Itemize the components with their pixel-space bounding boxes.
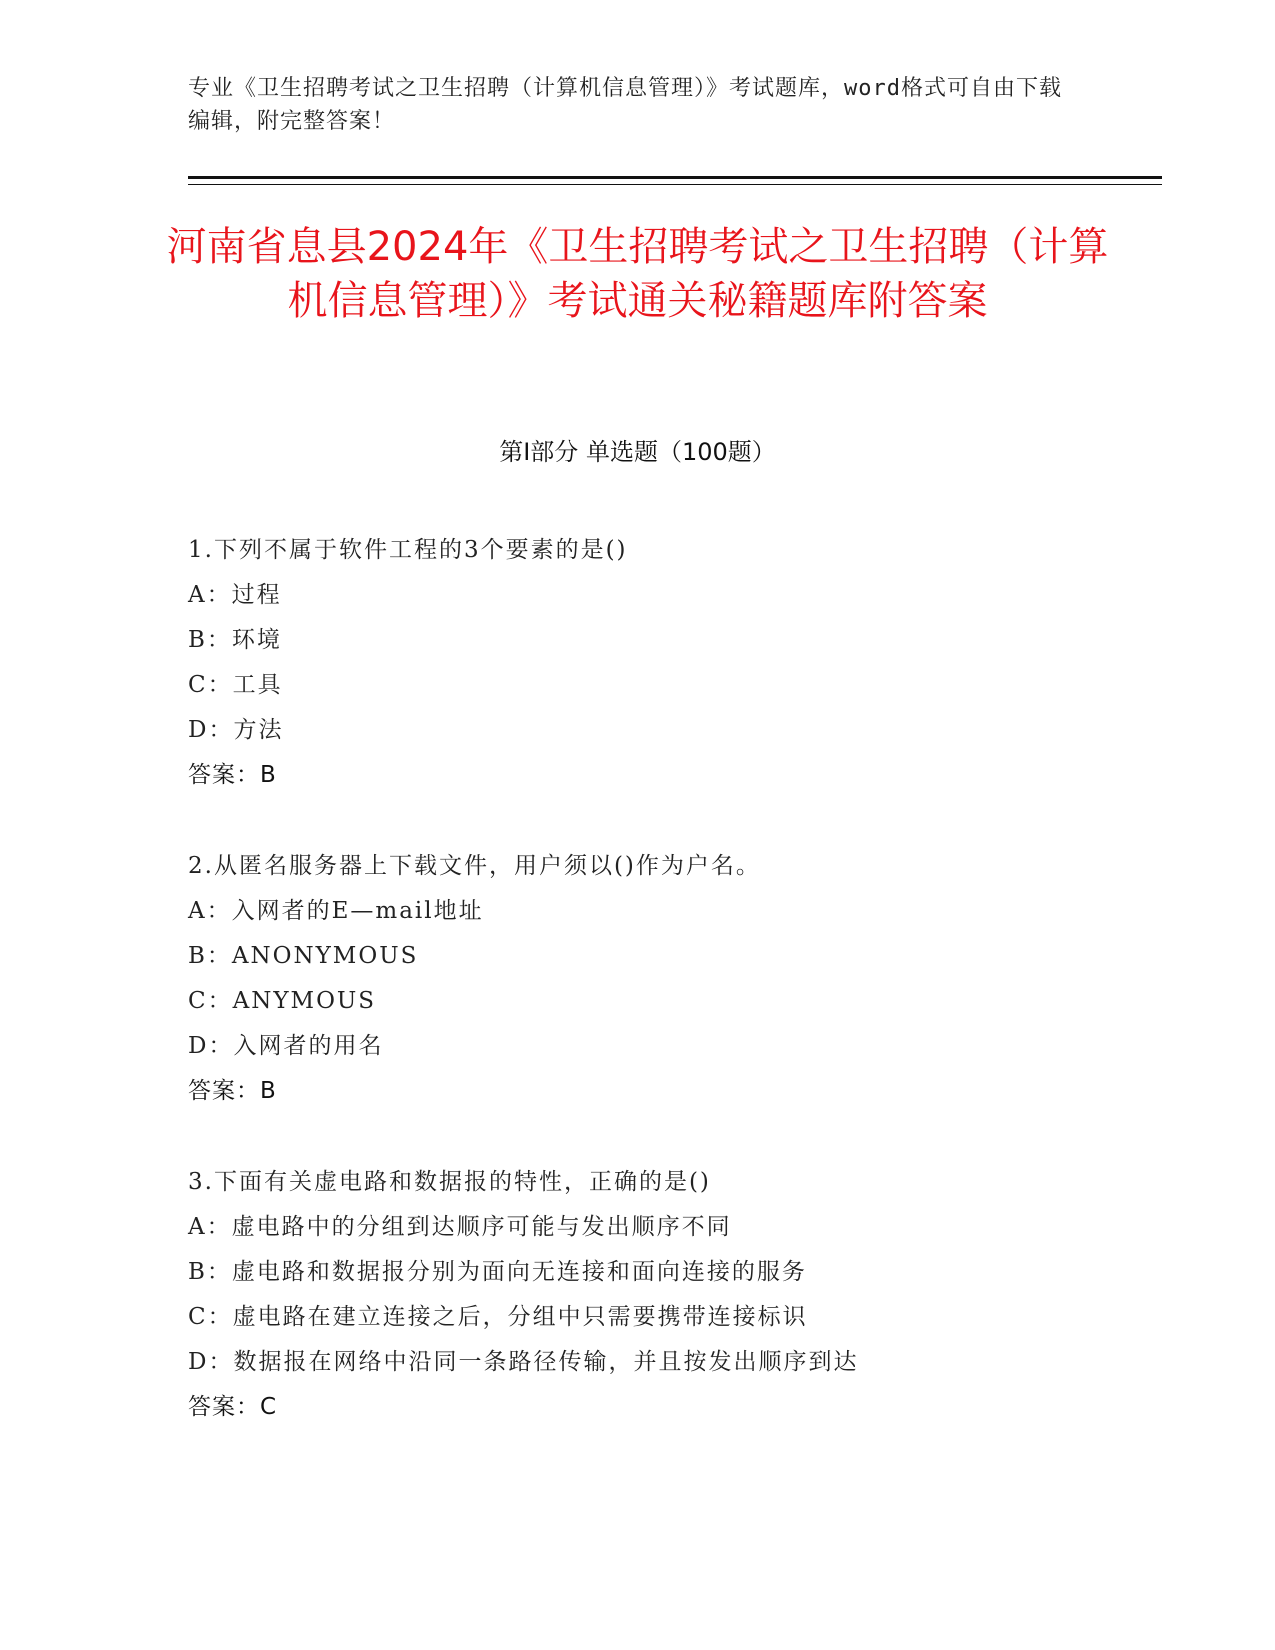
section-heading: 第Ⅰ部分 单选题（100题） (499, 438, 776, 466)
question-stem: 2.从匿名服务器上下载文件，用户须以()作为户名。 (188, 853, 761, 879)
question-item (188, 844, 1148, 1114)
answer-line: 答案：B (188, 1078, 277, 1104)
option-c: C：ANYMOUS (188, 988, 377, 1014)
document-title: 河南省息县2024年《卫生招聘考试之卫生招聘（计算机信息管理）》考试通关秘籍题库附答案 (166, 224, 1109, 324)
question-stem: 1.下列不属于软件工程的3个要素的是() (188, 537, 628, 563)
option-a: A：入网者的E—mail地址 (188, 898, 484, 924)
option-b: B：虚电路和数据报分别为面向无连接和面向连接的服务 (188, 1259, 807, 1285)
question-item (188, 1160, 1148, 1430)
option-d: D：数据报在网络中沿同一条路径传输，并且按发出顺序到达 (188, 1349, 859, 1375)
answer-line: 答案：B (188, 762, 277, 788)
option-d: D：入网者的用名 (188, 1033, 384, 1059)
option-b: B：ANONYMOUS (188, 943, 419, 969)
option-a: A：过程 (188, 582, 282, 608)
option-d: D：方法 (188, 717, 284, 743)
option-c: C：虚电路在建立连接之后，分组中只需要携带连接标识 (188, 1304, 808, 1330)
option-c: C：工具 (188, 672, 283, 698)
option-a: A：虚电路中的分组到达顺序可能与发出顺序不同 (188, 1214, 732, 1240)
question-stem: 3.下面有关虚电路和数据报的特性，正确的是() (188, 1169, 711, 1195)
header-divider-thin (188, 184, 1162, 185)
question-list (188, 528, 1148, 1476)
option-b: B：环境 (188, 627, 282, 653)
question-item (188, 528, 1148, 798)
header-note: 专业《卫生招聘考试之卫生招聘（计算机信息管理）》考试题库，word格式可自由下载编辑，附完整答案！ (188, 76, 1062, 134)
header-divider-thick (188, 176, 1162, 179)
answer-line: 答案：C (188, 1394, 278, 1420)
